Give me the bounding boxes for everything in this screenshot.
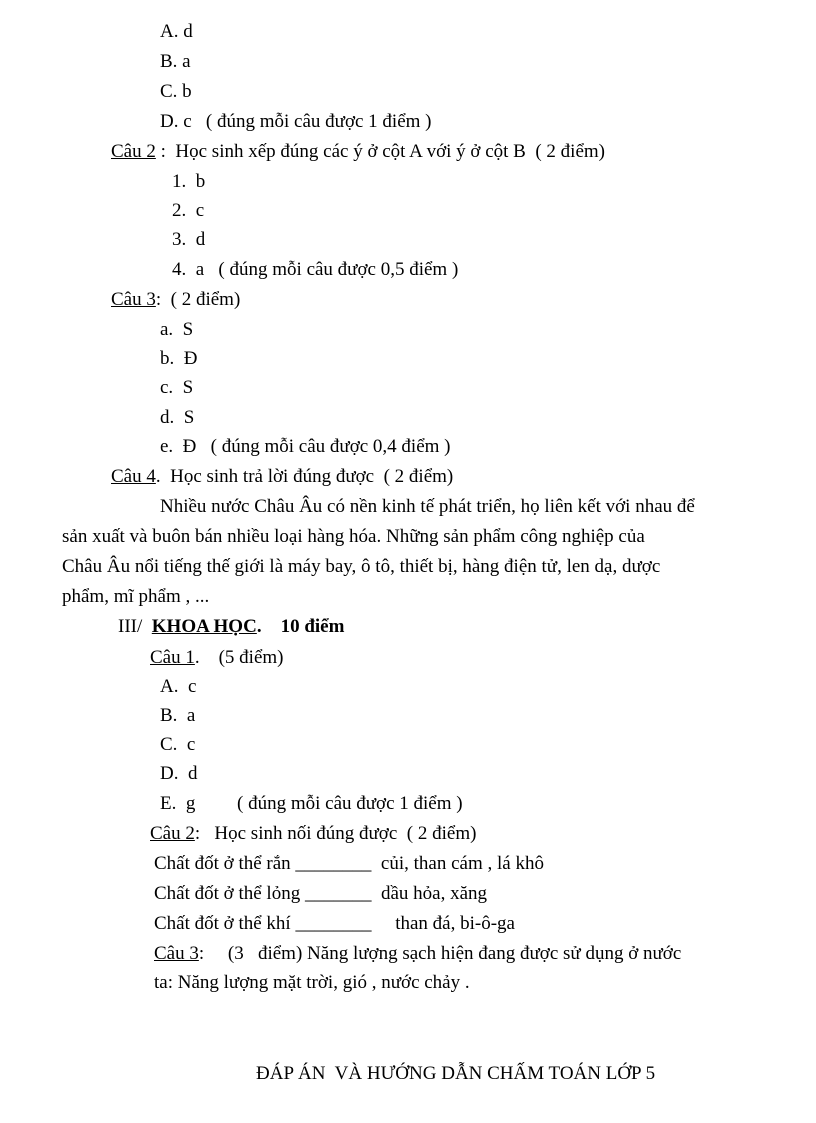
section-title: KHOA HỌC — [151, 616, 257, 637]
question-label: Câu 3 — [154, 943, 199, 964]
answer-line: D. c ( đúng mỗi câu được 1 điểm ) — [160, 111, 432, 132]
question-label: Câu 1 — [150, 647, 195, 668]
answer-line: A. c — [160, 676, 197, 697]
answer-line: C. c — [160, 734, 196, 755]
paragraph-line: ta: Năng lượng mặt trời, gió , nước chảy . — [154, 972, 470, 993]
section-score: 10 điểm — [280, 616, 345, 637]
answer-line: 4. a ( đúng mỗi câu được 0,5 điểm ) — [172, 259, 459, 280]
question-heading: Câu 3: (3 điểm) Năng lượng sạch hiện đang được sử dụng ở nước — [154, 943, 682, 964]
section-heading: III/ KHOA HỌC. 10 điểm — [118, 616, 345, 637]
matching-line: Chất đốt ở thể lỏng _______ dầu hỏa, xăng — [154, 883, 488, 904]
answer-line: D. d — [160, 763, 198, 784]
question-label: Câu 4 — [111, 466, 156, 487]
answer-line: A. d — [160, 21, 193, 42]
answer-line: a. S — [160, 319, 194, 340]
answer-line: C. b — [160, 81, 192, 102]
question-heading: Câu 3: ( 2 điểm) — [111, 289, 241, 310]
question-heading: Câu 2: Học sinh nối đúng được ( 2 điểm) — [150, 823, 477, 844]
answer-line: e. Đ ( đúng mỗi câu được 0,4 điểm ) — [160, 436, 451, 457]
answer-line: 1. b — [172, 171, 206, 192]
paragraph-line: sản xuất và buôn bán nhiều loại hàng hóa. Những sản phẩm công nghiệp của — [62, 526, 645, 547]
answer-line: b. Đ — [160, 348, 198, 369]
answer-line: B. a — [160, 51, 191, 72]
matching-line: Chất đốt ở thể rắn ________ củi, than cám , lá khô — [154, 853, 544, 874]
question-heading: Câu 1. (5 điểm) — [150, 647, 284, 668]
answer-line: 3. d — [172, 229, 206, 250]
question-label: Câu 3 — [111, 289, 156, 310]
answer-line: c. S — [160, 377, 194, 398]
paragraph-line: Nhiều nước Châu Âu có nền kinh tế phát triển, họ liên kết với nhau để — [160, 496, 695, 517]
answer-note: ( đúng mỗi câu được 1 điểm ) — [237, 793, 463, 814]
answer-line: E. g — [160, 793, 196, 814]
matching-line: Chất đốt ở thể khí ________ than đá, bi-ô-ga — [154, 913, 515, 934]
question-label: Câu 2 — [150, 823, 195, 844]
page-section-title: ĐÁP ÁN VÀ HƯỚNG DẪN CHẤM TOÁN LỚP 5 — [256, 1063, 656, 1084]
paragraph-line: phẩm, mĩ phẩm , ... — [62, 586, 210, 607]
question-label: Câu 2 — [111, 141, 156, 162]
question-heading: Câu 2 : Học sinh xếp đúng các ý ở cột A với ý ở cột B ( 2 điểm) — [111, 141, 605, 162]
answer-line: B. a — [160, 705, 196, 726]
answer-line: 2. c — [172, 200, 205, 221]
answer-line: d. S — [160, 407, 195, 428]
paragraph-line: Châu Âu nổi tiếng thế giới là máy bay, ô tô, thiết bị, hàng điện tử, len dạ, dược — [62, 556, 661, 577]
question-heading: Câu 4. Học sinh trả lời đúng được ( 2 điểm) — [111, 466, 454, 487]
